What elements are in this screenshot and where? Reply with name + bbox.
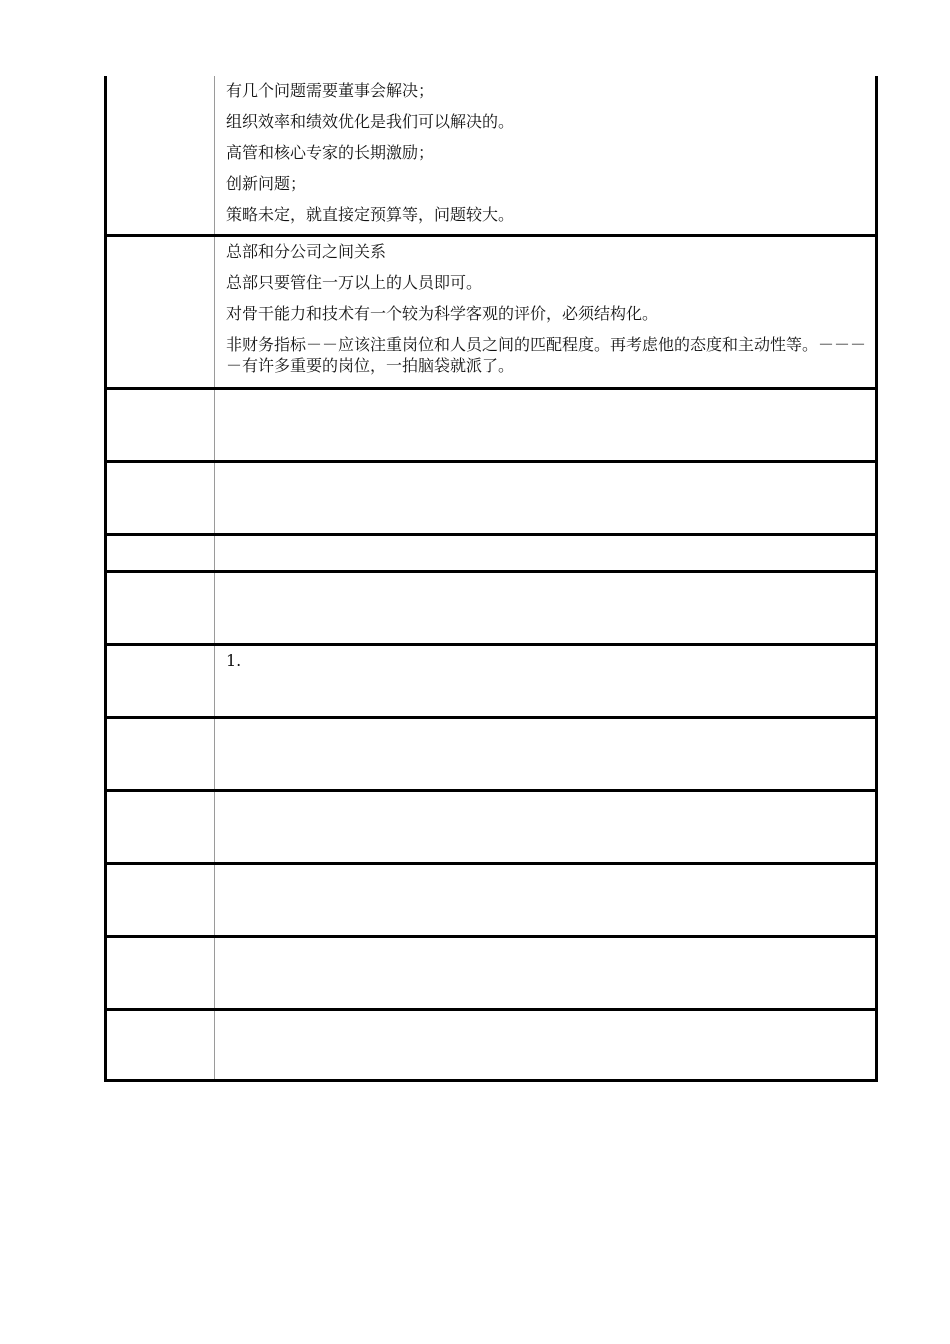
row-label-cell: [107, 938, 215, 1008]
content-line: 高管和核心专家的长期激励；: [226, 143, 435, 162]
row-content-cell: [216, 1011, 875, 1079]
row-label-cell: [107, 573, 215, 643]
row-label-cell: [107, 792, 215, 862]
notes-table: [104, 76, 878, 1082]
content-line: 对骨干能力和技术有一个较为科学客观的评价，必须结构化。: [226, 304, 659, 323]
row-label-cell: [107, 1011, 215, 1079]
row-label-cell: [107, 237, 215, 387]
row-content-cell: [216, 792, 875, 862]
table-row: [107, 463, 875, 536]
table-row: [107, 237, 875, 390]
table-row: [107, 573, 875, 646]
content-line: 总部和分公司之间关系: [226, 242, 387, 261]
row-content-cell: [216, 938, 875, 1008]
row-content-cell: [216, 865, 875, 935]
row-label-cell: [107, 76, 215, 234]
row-content-cell: [216, 536, 875, 570]
row-content-cell: [216, 390, 875, 460]
row-label-cell: [107, 536, 215, 570]
row-content-cell: [216, 719, 875, 789]
row-content-cell: [216, 573, 875, 643]
content-line: 总部只要管住一万以上的人员即可。: [226, 273, 483, 292]
table-row: [107, 719, 875, 792]
table-row: [107, 76, 875, 237]
content-line: 非财务指标－－应该注重岗位和人员之间的匹配程度。再考虑他的态度和主动性等。－－－－有许多重要的岗位，一拍脑袋就派了。: [226, 335, 867, 375]
content-line: 策略未定，就直接定预算等，问题较大。: [226, 205, 515, 224]
row-content-cell: [216, 463, 875, 533]
row-label-cell: [107, 646, 215, 716]
content-line: 创新问题；: [226, 174, 307, 193]
row-label-cell: [107, 463, 215, 533]
table-row: [107, 536, 875, 573]
table-row: [107, 792, 875, 865]
row-label-cell: [107, 865, 215, 935]
table-row: [107, 938, 875, 1011]
row-content-cell: [216, 237, 875, 387]
content-line: 有几个问题需要董事会解决；: [226, 81, 435, 100]
table-row: [107, 390, 875, 463]
content-line: 1.: [226, 651, 242, 670]
table-row: [107, 1011, 875, 1079]
table-row: [107, 865, 875, 938]
row-content-cell: [216, 76, 875, 234]
table-row: [107, 646, 875, 719]
content-line: 组织效率和绩效优化是我们可以解决的。: [226, 112, 515, 131]
row-label-cell: [107, 390, 215, 460]
row-content-cell: [216, 646, 875, 716]
row-label-cell: [107, 719, 215, 789]
